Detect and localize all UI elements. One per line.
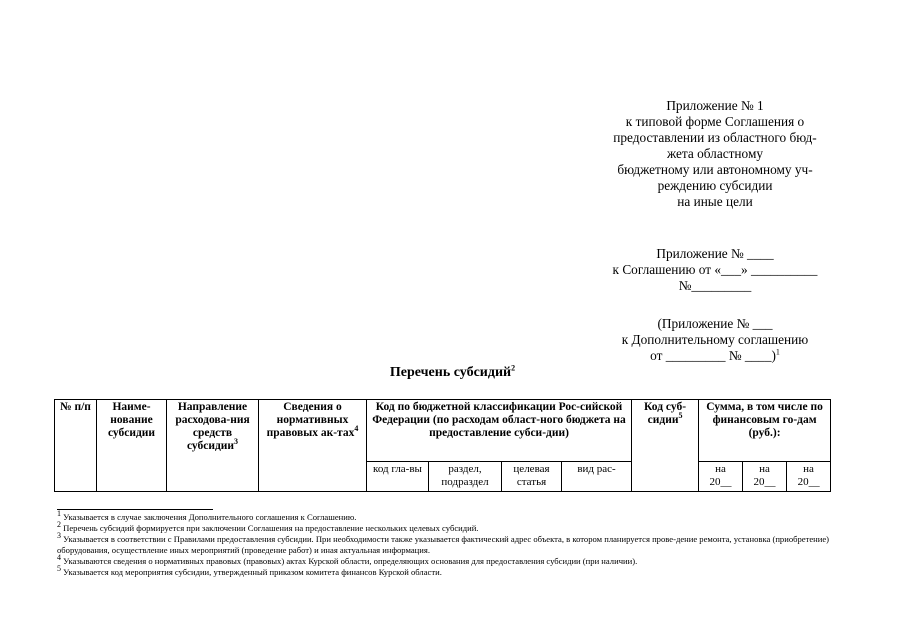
footnote-ref: 2 <box>511 363 516 373</box>
footnote-divider <box>57 509 213 510</box>
header-normative <box>259 400 367 492</box>
header-subsidy-code <box>632 400 699 492</box>
footnote-ref: 4 <box>354 424 359 434</box>
year-value: 20__ <box>797 476 820 488</box>
appendix-agreement-block <box>580 246 850 294</box>
subheader-chapter: код гла-вы <box>367 462 429 492</box>
footnote-item <box>57 520 847 534</box>
subheader-expense: вид рас- <box>562 462 632 492</box>
footnote-text: Перечень субсидий формируется при заключении Соглашения на предоставление нескольких целевых субсидий. <box>63 523 479 533</box>
appendix-supplementary-line: (Приложение № ___ <box>657 316 773 331</box>
footnote-ref: 1 <box>775 347 780 357</box>
header-number: № п/п <box>55 400 97 492</box>
subheader-year <box>787 462 831 492</box>
subheader-year <box>743 462 787 492</box>
year-prefix: на <box>759 463 770 475</box>
footnote-mark: 5 <box>57 564 61 574</box>
footnote-text: Указывается в соответствии с Правилами предоставления субсидии. При необходимости также указывается фактический адрес объекта, в котором планируется прове-дение ремонта, установка (приобретение) оборудования, осуществление иных мероприятий (проведение работ) и иная актуальная информация. <box>57 534 830 555</box>
appendix-supplementary-block <box>580 316 850 364</box>
footnote-item <box>57 531 847 556</box>
footnote-mark: 2 <box>57 520 61 530</box>
subheader-year <box>699 462 743 492</box>
appendix-agreement-line: Приложение № ____ <box>656 246 774 261</box>
footnote-ref: 5 <box>678 411 683 421</box>
appendix-supplementary-date: от _________ № ____) <box>650 348 776 363</box>
subsidies-table <box>54 399 831 492</box>
appendix-template-line: Приложение № 1 <box>666 98 764 113</box>
appendix-template-block <box>580 98 850 210</box>
footnotes <box>57 509 847 578</box>
appendix-supplementary-line: к Дополнительному соглашению <box>621 332 809 347</box>
subheader-section: раздел, подраздел <box>429 462 502 492</box>
header-direction <box>167 400 259 492</box>
appendix-template-line: к типовой форме Соглашения о <box>625 114 805 129</box>
appendix-template-line: реждению субсидии <box>657 178 773 193</box>
page-title-text: Перечень субсидий <box>389 365 512 380</box>
appendix-agreement-line: к Соглашению от «___» __________ <box>612 262 818 277</box>
footnote-text: Указываются сведения о нормативных правовых (правовых) актах Курской области, определяющих основания для предоставления субсидии (при наличии). <box>63 556 638 566</box>
page-title <box>0 365 905 381</box>
footnote-ref: 3 <box>234 437 239 447</box>
footnote-item <box>57 553 847 567</box>
footnote-text: Указывается в случае заключения Дополнительного соглашения к Соглашению. <box>63 512 357 522</box>
header-normative-text: Сведения о нормативных правовых ак-тах <box>266 401 355 439</box>
subheader-target: целевая статья <box>502 462 562 492</box>
year-prefix: на <box>803 463 814 475</box>
footnote-mark: 4 <box>57 553 61 563</box>
header-direction-text: Направление расходова-ния средств субсидии <box>175 401 250 452</box>
year-prefix: на <box>715 463 726 475</box>
appendix-template-line: жета областному <box>666 146 764 161</box>
header-subsidy-name: Наиме-нование субсидии <box>97 400 167 492</box>
appendix-template-line: на иные цели <box>677 194 753 209</box>
header-subsidy-code-text: Код суб-сидии <box>644 401 687 426</box>
footnote-item <box>57 509 847 523</box>
footnote-mark: 3 <box>57 531 61 541</box>
footnote-text: Указывается код мероприятия субсидии, утвержденный приказом комитета финансов Курской области. <box>63 567 442 577</box>
appendix-supplementary-line <box>580 348 850 364</box>
appendix-template-line: предоставлении из областного бюд- <box>613 130 817 145</box>
footnote-mark: 1 <box>57 509 61 519</box>
header-sum: Сумма, в том числе по финансовым го-дам (руб.): <box>699 400 831 462</box>
appendix-template-line: бюджетному или автономному уч- <box>617 162 813 177</box>
header-classification: Код по бюджетной классификации Рос-сийской Федерации (по расходам област-ного бюджета на предоставление субси-дии) <box>367 400 632 462</box>
year-value: 20__ <box>709 476 732 488</box>
appendix-agreement-line: №_________ <box>678 278 752 293</box>
year-value: 20__ <box>753 476 776 488</box>
footnote-item <box>57 564 847 578</box>
